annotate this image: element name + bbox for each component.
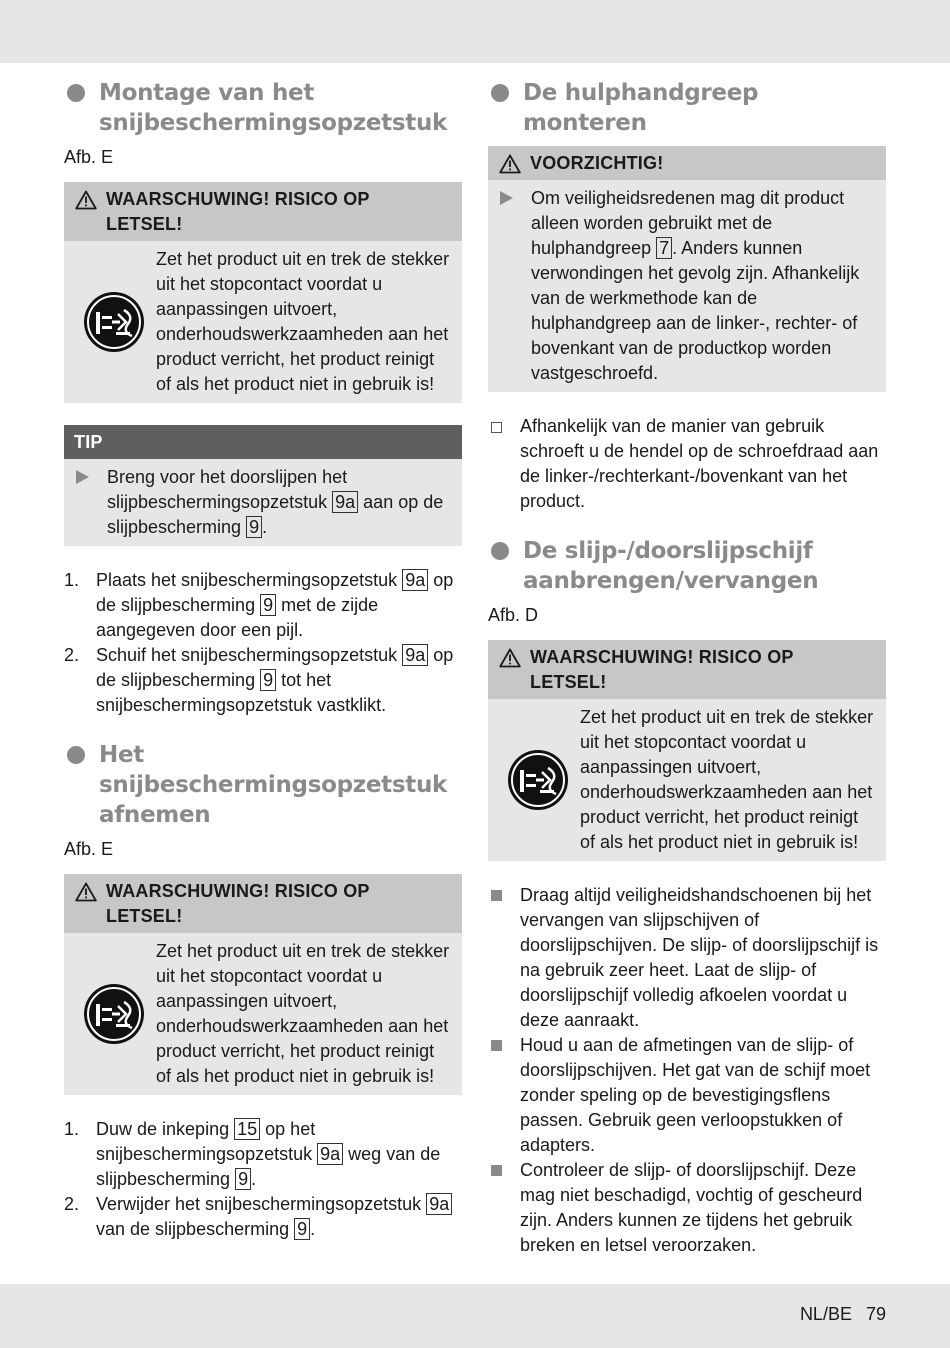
warning-header [488,640,886,699]
tip-text: Breng voor het doorslijpen het slijpbeschermingsopzetstuk 9a aan op de slijpbescherming 9 . [107,467,444,537]
warning-triangle-icon [74,882,98,902]
note-list [488,414,886,514]
part-reference: 9 [260,669,276,691]
warning-body [64,933,462,1095]
right-column [488,78,886,1280]
tip-header [64,425,462,459]
part-reference: 9a [402,644,428,666]
bullet-text: Houd u aan de afmetingen van de slijp- of doorslijpschijven. Het gat van de schijf moet zonder speling op de bevestigingsflens passen. Gebruik geen verloopstukken of adapters. [520,1035,871,1155]
section-title: Het snijbeschermingsopzetstuk afnemen [99,742,448,828]
square-bullet-icon [491,1165,502,1176]
bullet-text: Draag altijd veiligheidshandschoenen bij het vervangen van slijpschijven of doorslijpschijven. De slijp- of doorslijpschijf is na gebruik zeer heet. Laat de slijp- of doorslijpschijf volledig afkoelen voordat u deze aanraakt. [520,885,879,1030]
part-reference: 9a [402,569,428,591]
part-reference: 9 [294,1218,310,1240]
tip-item [64,459,462,546]
warning-body [64,241,462,403]
list-item: 1. Plaats het snijbeschermingsopzetstuk 9a op de slijpbescherming 9 met de zijde aangegeven door een pijl. [64,570,454,640]
warning-triangle-icon [498,648,522,668]
caution-text: Om veiligheidsredenen mag dit product alleen worden gebruikt met de hulphandgreep 7 . Anders kunnen verwondingen het gevolg zijn. Afhankelijk van de werkmethode kan de hulphandgreep aan de linker-, rechter- of bovenkant van de productkop worden vastgeschroefd. [531,188,860,383]
list-item: 2. Schuif het snijbeschermingsopzetstuk 9a op de slijpbescherming 9 tot het snijbeschermingsopzetstuk vastklikt. [64,645,454,715]
square-bullet-icon [491,890,502,901]
part-reference: 9 [246,516,262,538]
warning-triangle-icon [74,190,98,210]
warning-text: Zet het product uit en trek de stekker uit het stopcontact voordat u aanpassingen uitvoert, onderhoudswerkzaamheden aan het product verricht, het product reinigt of als het product niet in gebruik is! [156,249,450,394]
unplug-icon [82,982,146,1046]
section-bullet-icon [491,84,509,102]
warning-title: WAARSCHUWING! RISICO OP LETSEL! [106,881,370,926]
steps-list [64,568,462,718]
section-bullet-icon [491,542,509,560]
list-item: 2. Verwijder het snijbeschermingsopzetstuk 9a van de slijpbescherming 9 . [64,1192,462,1242]
tip-box [64,425,462,546]
warning-box [488,640,886,861]
caution-title: VOORZICHTIG! [530,153,664,173]
unplug-icon [82,290,146,354]
triangle-bullet-icon [76,470,89,484]
list-item [488,1158,886,1258]
tip-title: TIP [74,432,103,452]
warning-box [64,874,462,1095]
section-title: De slijp-/doorslijpschijf aanbrengen/vervangen [523,538,819,594]
part-reference: 9a [317,1143,343,1165]
top-band [0,0,950,63]
left-column [64,78,462,1264]
list-item [488,414,886,514]
warning-header [64,874,462,933]
warning-body [488,699,886,861]
figure-reference: Afb. E [64,147,114,167]
warning-title: WAARSCHUWING! RISICO OP LETSEL! [530,647,794,692]
part-reference: 7 [656,237,672,259]
warning-text: Zet het product uit en trek de stekker uit het stopcontact voordat u aanpassingen uitvoert, onderhoudswerkzaamheden aan het product verricht, het product reinigt of als het product niet in gebruik is! [156,941,450,1086]
language-code: NL/BE [799,1304,852,1324]
section-heading [64,78,462,138]
figure-reference: Afb. D [488,605,539,625]
square-bullet-icon [491,1040,502,1051]
checkbox-square-icon [491,422,502,433]
section-heading [488,78,886,138]
steps-list [64,1117,462,1242]
caution-item [488,180,886,392]
figure-reference: Afb. E [64,839,114,859]
warning-text: Zet het product uit en trek de stekker uit het stopcontact voordat u aanpassingen uitvoert, onderhoudswerkzaamheden aan het product verricht, het product reinigt of als het product niet in gebruik is! [580,707,874,852]
section-heading [488,536,886,596]
section-bullet-icon [67,84,85,102]
list-item [488,1033,886,1158]
warning-box [64,182,462,403]
section-heading [64,740,462,830]
list-item [488,883,886,1033]
caution-header [488,146,886,180]
part-reference: 9a [332,491,358,513]
unplug-icon [506,748,570,812]
part-reference: 9 [260,594,276,616]
caution-box [488,146,886,392]
part-reference: 15 [234,1118,260,1140]
bullet-list [488,883,886,1258]
part-reference: 9a [426,1193,452,1215]
bullet-text: Controleer de slijp- of doorslijpschijf. Deze mag niet beschadigd, vochtig of gescheurd zijn. Anders kunnen ze tijdens het gebruik breken en letsel veroorzaken. [520,1160,863,1255]
page-number: 79 [865,1304,886,1324]
section-title: De hulphandgreep monteren [523,80,759,136]
warning-triangle-icon [498,154,522,174]
section-bullet-icon [67,746,85,764]
section-title: Montage van het snijbeschermingsopzetstuk [99,80,448,136]
page-footer [800,1304,886,1325]
warning-title: WAARSCHUWING! RISICO OP LETSEL! [106,189,370,234]
list-item: 1. Duw de inkeping 15 op het snijbeschermingsopzetstuk 9a weg van de slijpbescherming 9 . [64,1119,441,1189]
note-text: Afhankelijk van de manier van gebruik schroeft u de hendel op de schroefdraad aan de linker-/rechterkant-/bovenkant van het product. [520,416,879,511]
triangle-bullet-icon [500,191,513,205]
part-reference: 9 [235,1168,251,1190]
warning-header [64,182,462,241]
